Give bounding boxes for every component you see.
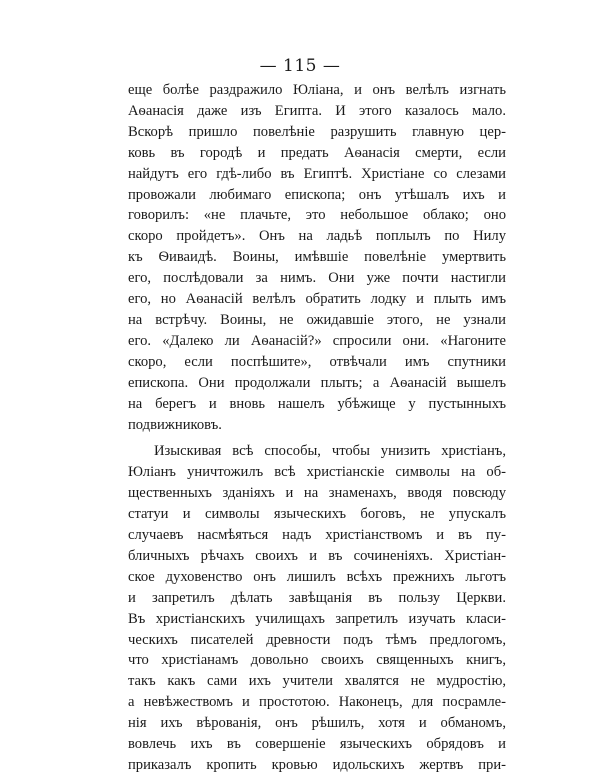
text-line: приказалъ кропить кровью идольскихъ жертвъ при- xyxy=(128,757,506,773)
text-line: Вскорѣ пришло повелѣніе разрушить главную цер- xyxy=(128,123,506,140)
text-line: провожали любимаго епископа; онъ утѣшалъ ихъ и xyxy=(128,186,506,203)
text-line: Аѳанасія даже изъ Египта. И этого казалось мало. xyxy=(128,102,506,119)
text-line: еще болѣе раздражило Юліана, и онъ велѣлъ изгнать xyxy=(128,82,506,98)
text-line: статуи и символы языческихъ боговъ, не упускалъ xyxy=(128,506,506,523)
text-line: ческихъ писателей древности подъ тѣмъ предлогомъ, xyxy=(128,631,506,648)
text-line: скоро, если поспѣшите», отвѣчали имъ спутники xyxy=(128,353,506,370)
text-line: что христіанамъ довольно своихъ священныхъ книгъ, xyxy=(128,652,506,669)
text-line: Изыскивая всѣ способы, чтобы унизить христіанъ, xyxy=(154,443,506,460)
text-line: вовлечь ихъ въ совершеніе языческихъ обрядовъ и xyxy=(128,736,506,753)
text-line: а невѣжествомъ и простотою. Наконецъ, для посрамле- xyxy=(128,694,506,711)
text-line: его, послѣдовали за нимъ. Они уже почти настигли xyxy=(128,270,506,287)
text-line: на встрѣчу. Воины, не ожидавшіе этого, не узнали xyxy=(128,311,506,328)
text-line: подвижниковъ. xyxy=(128,416,222,433)
text-line: его. «Далеко ли Аѳанасій?» спросили они. «Нагоните xyxy=(128,332,506,349)
paragraph-1 xyxy=(128,80,506,435)
page-number: — 115 — xyxy=(259,56,341,76)
text-line: епископа. Они продолжали плыть; а Аѳанасій вышелъ xyxy=(128,374,506,391)
text-line: Въ христіанскихъ училищахъ запретилъ изучать класи- xyxy=(128,610,506,627)
text-line: говорилъ: «не плачьте, это небольшое облако; оно xyxy=(128,207,506,224)
text-line: и запретилъ дѣлать завѣщанія въ пользу Церкви. xyxy=(128,589,506,606)
text-line: найдутъ его гдѣ-либо въ Египтѣ. Христiане со слезами xyxy=(128,165,506,182)
text-line: такъ какъ сами ихъ учители хвалятся не мудростію, xyxy=(128,673,506,690)
text-line: ковь въ городѣ и предать Аѳанасія смерти, если xyxy=(128,144,506,161)
text-line: бличныхъ рѣчахъ своихъ и въ сочиненіяхъ. Христіан- xyxy=(128,547,506,564)
text-line: нія ихъ вѣрованія, онъ рѣшилъ, хотя и обманомъ, xyxy=(128,715,506,732)
text-line: къ Ѳиваидѣ. Воины, имѣвшіе повелѣніе умертвить xyxy=(128,249,506,266)
text-line: ское духовенство онъ лишилъ всѣхъ прежнихъ льготъ xyxy=(128,568,506,585)
body-text xyxy=(128,80,506,776)
text-line: щественныхъ зданіяхъ и на знаменахъ, вводя повсюду xyxy=(128,485,506,502)
paragraph-2 xyxy=(128,441,506,776)
text-line: его, но Аѳанасій велѣлъ обратить лодку и плыть имъ xyxy=(128,291,506,308)
text-line: скоро пройдетъ». Онъ на ладьѣ поплылъ по Нилу xyxy=(128,228,506,245)
text-line: случаевъ насмѣяться надъ христіанствомъ и въ пу- xyxy=(128,527,506,544)
text-line: Юліанъ уничтожилъ всѣ христіанскіе символы на об- xyxy=(128,464,506,481)
text-line: на берегъ и вновь нашелъ убѣжище у пустынныхъ xyxy=(128,395,506,412)
